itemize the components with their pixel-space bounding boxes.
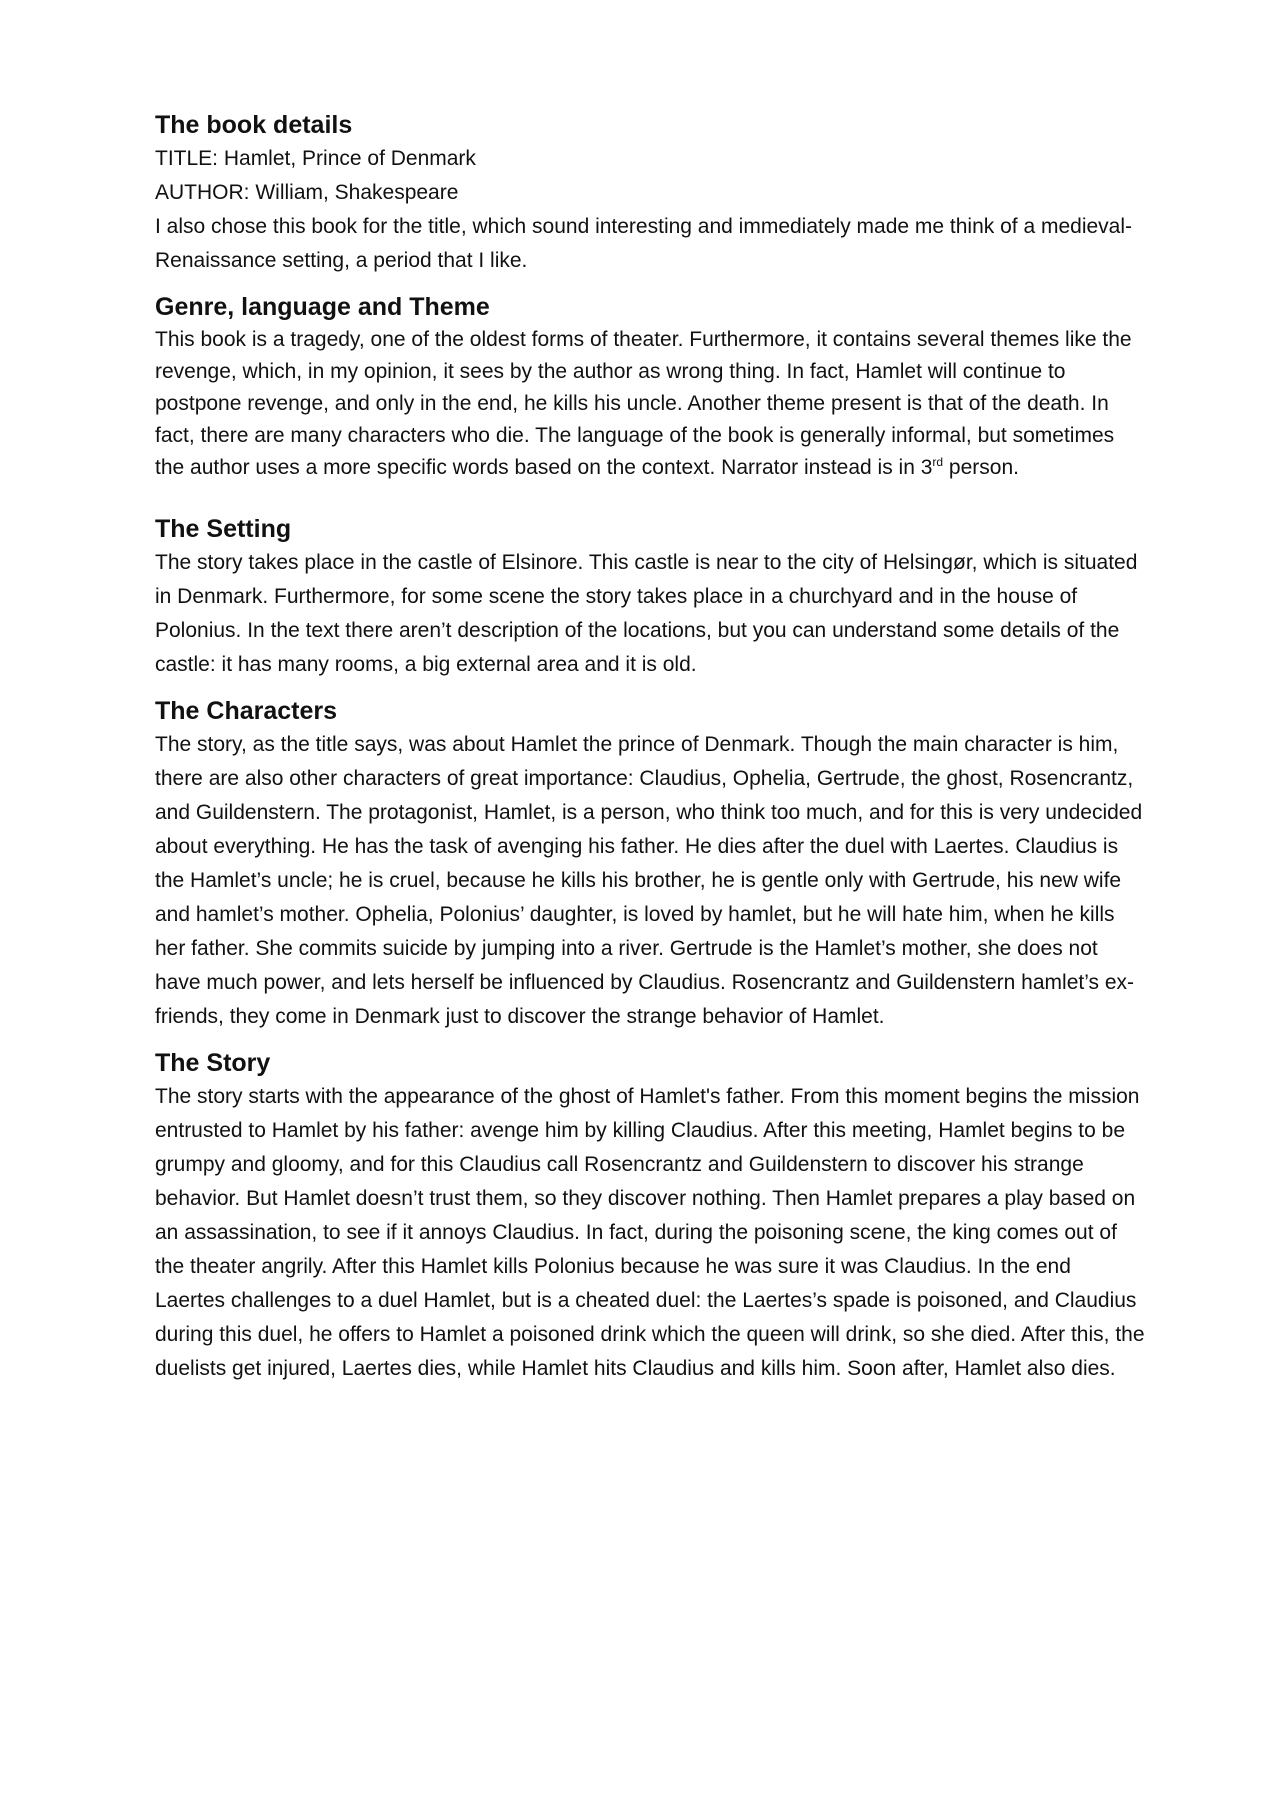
- section-title-story: The Story: [155, 1049, 271, 1077]
- section-setting: [155, 512, 1145, 682]
- section-genre: [155, 290, 1145, 484]
- genre-paragraph: [155, 324, 1145, 484]
- section-characters: [155, 694, 1145, 1034]
- book-title-line: TITLE: Hamlet, Prince of Denmark: [155, 147, 476, 170]
- story-paragraph: The story starts with the appearance of the ghost of Hamlet's father. From this moment begins the mission entrusted to Hamlet by his father: avenge him by killing Claudius. After this meeting, Hamlet begins to be grumpy and gloomy, and for this Claudius call Rosencrantz and Guildenstern to discover his strange behavior. But Hamlet doesn’t trust them, so they discover nothing. Then Hamlet prepares a play based on an assassination, to see if it annoys Claudius. In fact, during the poisoning scene, the king comes out of the theater angrily. After this Hamlet kills Polonius because he was sure it was Claudius. In the end Laertes challenges to a duel Hamlet, but is a cheated duel: the Laertes’s spade is poisoned, and Claudius during this duel, he offers to Hamlet a poisoned drink which the queen will drink, so she died. After this, the duelists get injured, Laertes dies, while Hamlet hits Claudius and kills him. Soon after, Hamlet also dies.: [155, 1085, 1145, 1380]
- section-story: [155, 1046, 1145, 1386]
- document-page: [155, 108, 1145, 1386]
- genre-paragraph-text: This book is a tragedy, one of the oldest forms of theater. Furthermore, it contains several themes like the revenge, which, in my opinion, it sees by the author as wrong thing. In fact, Hamlet will continue to postpone revenge, and only in the end, he kills his uncle. Another theme present is that of the death. In fact, there are many characters who die. The language of the book is generally informal, but sometimes the author uses a more specific words based on the context. Narrator instead is in 3: [155, 328, 1132, 479]
- ordinal-suffix: rd: [932, 455, 944, 469]
- setting-paragraph: The story takes place in the castle of Elsinore. This castle is near to the city of Helsingør, which is situated in Denmark. Furthermore, for some scene the story takes place in a churchyard and in the house of Polonius. In the text there aren’t description of the locations, but you can understand some details of the castle: it has many rooms, a big external area and it is old.: [155, 551, 1138, 676]
- section-title-setting: The Setting: [155, 515, 292, 543]
- genre-paragraph-end: person.: [943, 456, 1019, 479]
- section-title-genre: Genre, language and Theme: [155, 293, 490, 321]
- characters-paragraph: The story, as the title says, was about Hamlet the prince of Denmark. Though the main character is him, there are also other characters of great importance: Claudius, Ophelia, Gertrude, the ghost, Rosencrantz, and Guildenstern. The protagonist, Hamlet, is a person, who think too much, and for this is very undecided about everything. He has the task of avenging his father. He dies after the duel with Laertes. Claudius is the Hamlet’s uncle; he is cruel, because he kills his brother, he is gentle only with Gertrude, his new wife and hamlet’s mother. Ophelia, Polonius’ daughter, is loved by hamlet, but he will hate him, when he kills her father. She commits suicide by jumping into a river. Gertrude is the Hamlet’s mother, she does not have much power, and lets herself be influenced by Claudius. Rosencrantz and Guildenstern hamlet’s ex-friends, they come in Denmark just to discover the strange behavior of Hamlet.: [155, 733, 1143, 1028]
- section-book-details: [155, 108, 1145, 278]
- section-title-characters: The Characters: [155, 697, 338, 725]
- book-author-line: AUTHOR: William, Shakespeare: [155, 181, 459, 204]
- section-title-book-details: The book details: [155, 111, 353, 139]
- book-choice-paragraph: I also chose this book for the title, which sound interesting and immediately made me think of a medieval-Renaissance setting, a period that I like.: [155, 215, 1133, 272]
